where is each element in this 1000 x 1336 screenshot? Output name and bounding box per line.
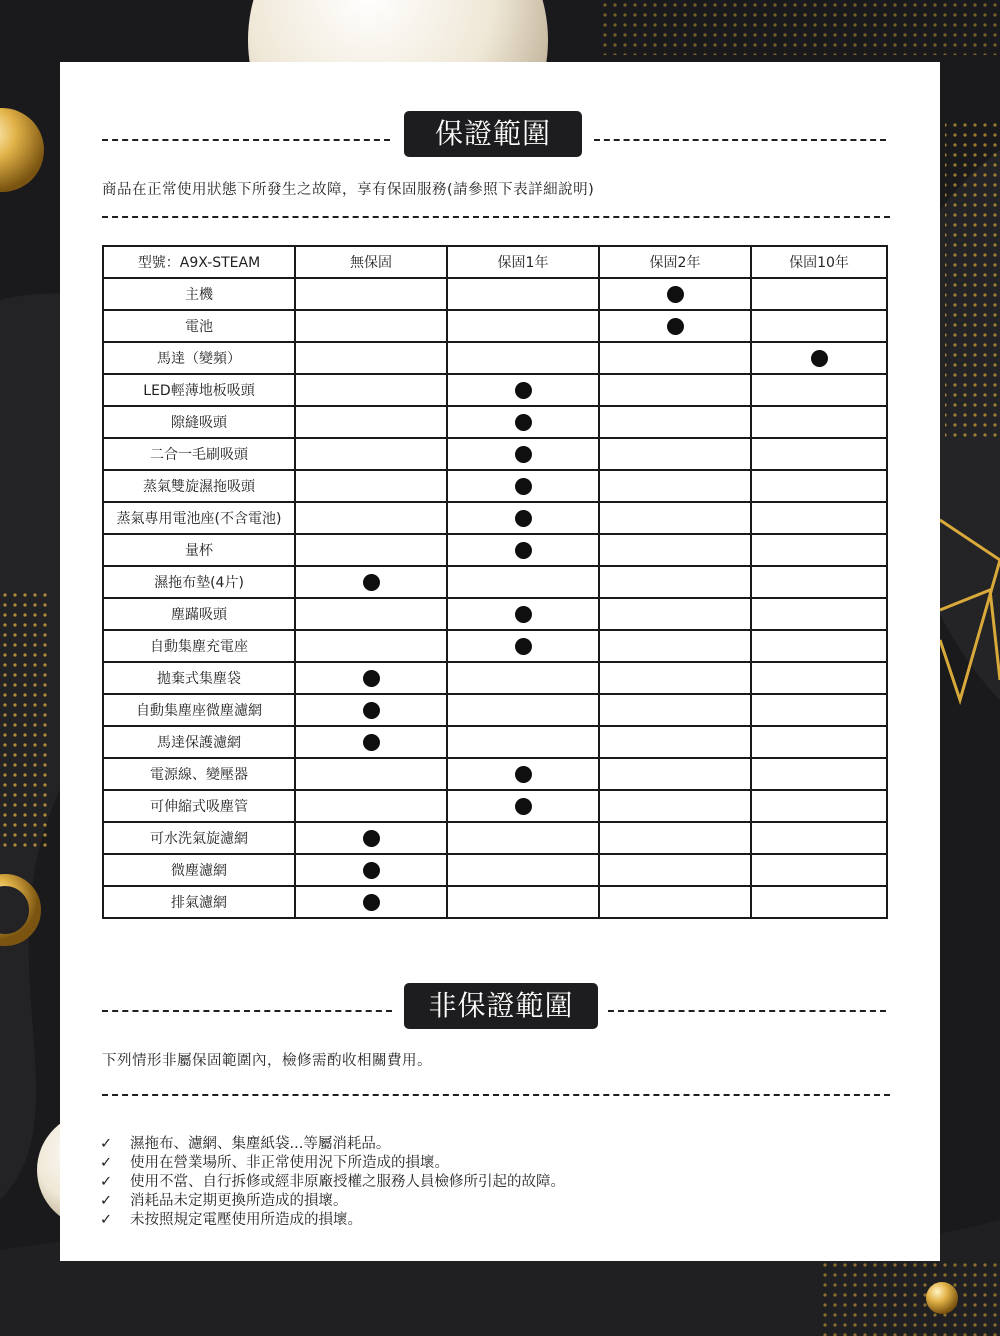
coverage-dot-icon: [363, 574, 380, 591]
table-header-row: [103, 246, 887, 278]
coverage-cell: [447, 790, 599, 822]
coverage-cell: [295, 278, 447, 310]
list-item-text: 濕拖布、濾網、集塵紙袋...等屬消耗品。: [130, 1136, 391, 1152]
divider-dashed: [102, 1010, 392, 1012]
divider-dashed: [102, 1094, 890, 1096]
table-row: [103, 758, 887, 790]
table-row: [103, 502, 887, 534]
item-name-cell: 量杯: [103, 534, 295, 566]
coverage-cell: [447, 758, 599, 790]
coverage-cell: [599, 598, 751, 630]
list-item-text: 使用在營業場所、非正常使用況下所造成的損壞。: [130, 1155, 449, 1171]
coverage-cell: [295, 886, 447, 918]
coverage-cell: [751, 566, 887, 598]
coverage-cell: [447, 566, 599, 598]
coverage-cell: [447, 438, 599, 470]
coverage-cell: [295, 566, 447, 598]
check-icon: ✓: [100, 1174, 113, 1190]
coverage-cell: [447, 310, 599, 342]
check-icon: ✓: [100, 1155, 113, 1171]
divider-dashed: [594, 139, 886, 141]
coverage-cell: [295, 790, 447, 822]
gold-dot-pattern-left: [0, 590, 50, 850]
coverage-cell: [751, 374, 887, 406]
coverage-cell: [295, 502, 447, 534]
item-name-cell: 馬達保護濾網: [103, 726, 295, 758]
coverage-cell: [447, 470, 599, 502]
table-row: [103, 374, 887, 406]
list-item: [100, 1192, 565, 1211]
coverage-dot-icon: [515, 542, 532, 559]
warranty-card: [60, 62, 940, 1261]
non-warranty-section-title: 非保證範圍: [404, 983, 598, 1029]
item-name-cell: 電池: [103, 310, 295, 342]
item-name-cell: 馬達（變頻）: [103, 342, 295, 374]
coverage-dot-icon: [515, 638, 532, 655]
item-name-cell: 可水洗氣旋濾網: [103, 822, 295, 854]
table-row: [103, 662, 887, 694]
coverage-cell: [751, 598, 887, 630]
coverage-cell: [751, 534, 887, 566]
divider-dashed: [102, 139, 390, 141]
coverage-cell: [599, 566, 751, 598]
coverage-dot-icon: [363, 830, 380, 847]
coverage-cell: [599, 438, 751, 470]
list-item: [100, 1154, 565, 1173]
table-row: [103, 438, 887, 470]
table-row: [103, 406, 887, 438]
coverage-cell: [295, 598, 447, 630]
table-row: [103, 630, 887, 662]
coverage-cell: [295, 470, 447, 502]
divider-dashed: [102, 216, 890, 218]
column-header-2-year: 保固2年: [599, 246, 751, 278]
item-name-cell: 塵蹣吸頭: [103, 598, 295, 630]
coverage-dot-icon: [363, 894, 380, 911]
coverage-cell: [295, 630, 447, 662]
coverage-cell: [599, 406, 751, 438]
coverage-cell: [751, 470, 887, 502]
item-name-cell: 拋棄式集塵袋: [103, 662, 295, 694]
coverage-cell: [599, 310, 751, 342]
item-name-cell: 電源線、變壓器: [103, 758, 295, 790]
coverage-cell: [447, 278, 599, 310]
coverage-cell: [295, 758, 447, 790]
gold-dot-pattern-right: [945, 120, 1000, 440]
coverage-cell: [751, 310, 887, 342]
coverage-cell: [295, 438, 447, 470]
column-header-model: 型號：A9X-STEAM: [103, 246, 295, 278]
coverage-cell: [599, 278, 751, 310]
coverage-cell: [599, 534, 751, 566]
non-warranty-intro: 下列情形非屬保固範圍內，檢修需酌收相關費用。: [102, 1053, 432, 1069]
coverage-cell: [599, 662, 751, 694]
coverage-dot-icon: [515, 798, 532, 815]
coverage-cell: [447, 694, 599, 726]
coverage-cell: [599, 630, 751, 662]
table-row: [103, 822, 887, 854]
list-item: [100, 1135, 565, 1154]
coverage-cell: [295, 822, 447, 854]
coverage-cell: [295, 534, 447, 566]
coverage-dot-icon: [515, 414, 532, 431]
check-icon: ✓: [100, 1193, 113, 1209]
coverage-cell: [295, 342, 447, 374]
coverage-dot-icon: [515, 510, 532, 527]
item-name-cell: 主機: [103, 278, 295, 310]
table-row: [103, 278, 887, 310]
warranty-table-body: [103, 278, 887, 918]
list-item: [100, 1173, 565, 1192]
item-name-cell: 可伸縮式吸塵管: [103, 790, 295, 822]
coverage-dot-icon: [667, 286, 684, 303]
coverage-dot-icon: [811, 350, 828, 367]
coverage-dot-icon: [515, 478, 532, 495]
coverage-dot-icon: [363, 862, 380, 879]
warranty-table: [102, 245, 888, 919]
coverage-cell: [295, 310, 447, 342]
coverage-dot-icon: [667, 318, 684, 335]
coverage-cell: [447, 726, 599, 758]
table-row: [103, 342, 887, 374]
coverage-dot-icon: [515, 446, 532, 463]
item-name-cell: 排氣濾網: [103, 886, 295, 918]
coverage-cell: [447, 662, 599, 694]
coverage-cell: [295, 694, 447, 726]
list-item-text: 未按照規定電壓使用所造成的損壞。: [130, 1212, 362, 1228]
coverage-cell: [599, 502, 751, 534]
coverage-cell: [447, 342, 599, 374]
coverage-cell: [751, 694, 887, 726]
coverage-cell: [751, 790, 887, 822]
coverage-cell: [599, 694, 751, 726]
table-row: [103, 726, 887, 758]
table-row: [103, 598, 887, 630]
coverage-cell: [751, 758, 887, 790]
table-row: [103, 566, 887, 598]
gold-ornament-bottom-right: [926, 1282, 958, 1314]
coverage-cell: [751, 886, 887, 918]
coverage-cell: [447, 886, 599, 918]
item-name-cell: 二合一毛刷吸頭: [103, 438, 295, 470]
table-row: [103, 886, 887, 918]
table-row: [103, 310, 887, 342]
coverage-dot-icon: [515, 766, 532, 783]
warranty-section-title: 保證範圍: [404, 111, 582, 157]
coverage-cell: [295, 854, 447, 886]
gold-dot-pattern-top: [600, 0, 1000, 55]
column-header-10-year: 保固10年: [751, 246, 887, 278]
table-row: [103, 854, 887, 886]
table-row: [103, 534, 887, 566]
table-row: [103, 694, 887, 726]
coverage-cell: [751, 406, 887, 438]
coverage-cell: [447, 854, 599, 886]
warranty-intro: 商品在正常使用狀態下所發生之故障，享有保固服務(請參照下表詳細說明): [102, 182, 595, 198]
coverage-cell: [447, 534, 599, 566]
coverage-cell: [447, 502, 599, 534]
coverage-dot-icon: [363, 670, 380, 687]
coverage-cell: [447, 630, 599, 662]
item-name-cell: 微塵濾網: [103, 854, 295, 886]
list-item: [100, 1211, 565, 1230]
coverage-cell: [751, 662, 887, 694]
coverage-cell: [751, 854, 887, 886]
coverage-cell: [295, 374, 447, 406]
divider-dashed: [608, 1010, 886, 1012]
coverage-cell: [447, 374, 599, 406]
coverage-cell: [599, 790, 751, 822]
coverage-dot-icon: [363, 702, 380, 719]
coverage-cell: [447, 406, 599, 438]
coverage-cell: [447, 598, 599, 630]
coverage-cell: [295, 726, 447, 758]
coverage-cell: [599, 470, 751, 502]
coverage-cell: [751, 726, 887, 758]
item-name-cell: 隙縫吸頭: [103, 406, 295, 438]
check-icon: ✓: [100, 1212, 113, 1228]
list-item-text: 使用不當、自行拆修或經非原廠授權之服務人員檢修所引起的故障。: [130, 1174, 565, 1190]
coverage-cell: [599, 342, 751, 374]
column-header-no-warranty: 無保固: [295, 246, 447, 278]
coverage-cell: [599, 726, 751, 758]
coverage-cell: [751, 502, 887, 534]
coverage-cell: [751, 630, 887, 662]
coverage-cell: [599, 854, 751, 886]
item-name-cell: 蒸氣專用電池座(不含電池): [103, 502, 295, 534]
column-header-1-year: 保固1年: [447, 246, 599, 278]
coverage-cell: [295, 406, 447, 438]
coverage-dot-icon: [515, 382, 532, 399]
coverage-cell: [295, 662, 447, 694]
coverage-cell: [751, 278, 887, 310]
list-item-text: 消耗品未定期更換所造成的損壞。: [130, 1193, 348, 1209]
item-name-cell: 自動集塵座微塵濾網: [103, 694, 295, 726]
non-warranty-list: [100, 1135, 565, 1230]
coverage-cell: [751, 342, 887, 374]
table-row: [103, 790, 887, 822]
coverage-dot-icon: [515, 606, 532, 623]
coverage-cell: [599, 758, 751, 790]
table-row: [103, 470, 887, 502]
coverage-cell: [751, 438, 887, 470]
coverage-cell: [599, 374, 751, 406]
coverage-dot-icon: [363, 734, 380, 751]
coverage-cell: [599, 822, 751, 854]
coverage-cell: [751, 822, 887, 854]
item-name-cell: 自動集塵充電座: [103, 630, 295, 662]
item-name-cell: 濕拖布墊(4片): [103, 566, 295, 598]
item-name-cell: LED輕薄地板吸頭: [103, 374, 295, 406]
check-icon: ✓: [100, 1136, 113, 1152]
coverage-cell: [447, 822, 599, 854]
item-name-cell: 蒸氣雙旋濕拖吸頭: [103, 470, 295, 502]
gold-dot-pattern-bottom: [820, 1262, 1000, 1336]
coverage-cell: [599, 886, 751, 918]
